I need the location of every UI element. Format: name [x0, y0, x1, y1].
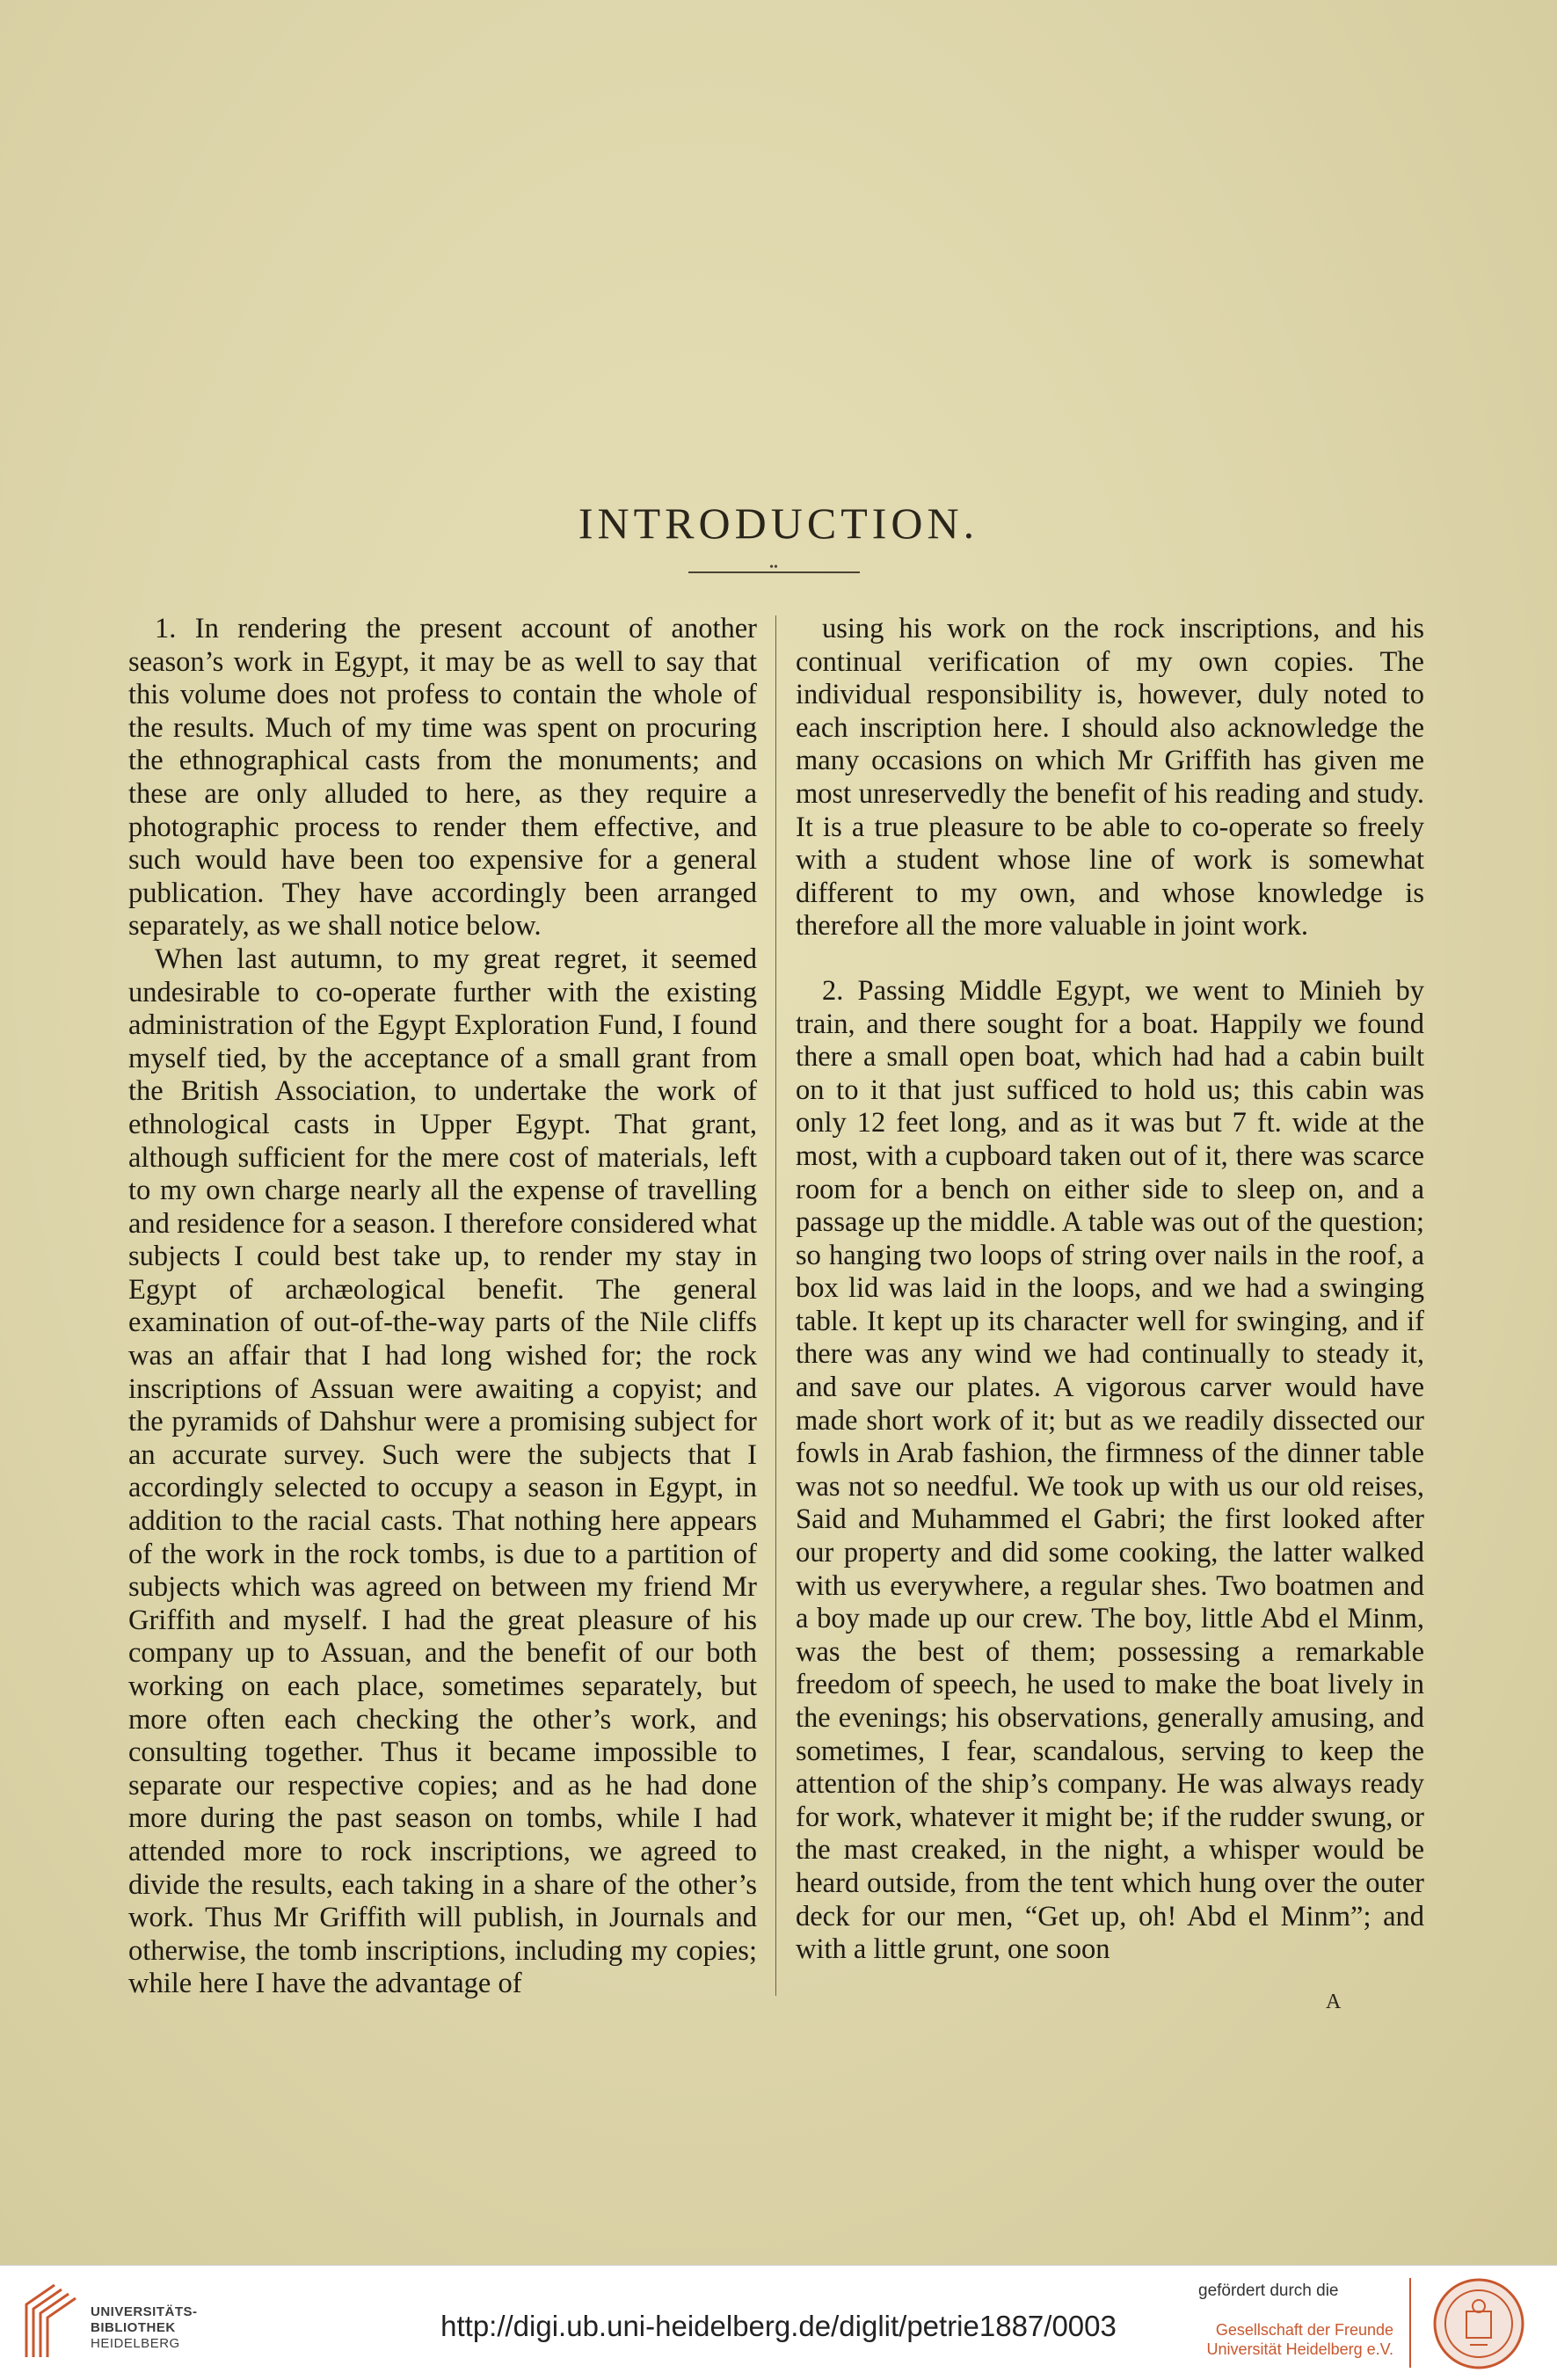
- paragraph: When last autumn, to my great regret, it seemed undesirable to co-operate further with the existing administration of the Egypt Exploration Fund, I found myself tied, by the acceptance of a small grant from the British Association, to undertake the work of ethnological casts in Upper Egypt. That grant, although sufficient for the mere cost of materials, left to my own charge nearly all the expense of travelling and residence for a season. I therefore considered what subjects I could best take up, to render my stay in Egypt of archæological benefit. The general examination of out-of-the-way parts of the Nile cliffs was an affair that I had long wished for; the rock inscriptions of Assuan were awaiting a copyist; and the pyramids of Dahshur were a promising subject for an accurate survey. Such were the subjects that I accordingly selected to occupy a season in Egypt, in addition to the racial casts. That nothing here appears of the work in the rock tombs, is due to a partition of subjects which was agreed on between my friend Mr Griffith and myself. I had the great pleasure of his company up to Assuan, and the benefit of our both working on each place, sometimes separately, but more often each checking the other’s work, and consulting together. Thus it became impossible to separate our respective copies; and as he had done more during the past season on tombs, while I had attended more to rock inscriptions, we agreed to divide the results, each taking in a share of the other’s work. Thus Mr Griffith will publish, in Journals and otherwise, the tomb inscriptions, including my copies; while here I have the advantage of: [128, 943, 757, 2000]
- page-title: INTRODUCTION.: [578, 498, 979, 548]
- footer-divider: [1409, 2278, 1411, 2368]
- library-name-line: HEIDELBERG: [91, 2336, 180, 2351]
- library-name-line: UNIVERSITÄTS-: [91, 2304, 198, 2319]
- sponsor-name-line: Universität Heidelberg e.V.: [1206, 2340, 1393, 2358]
- sponsor-intro: gefördert durch die: [1198, 2282, 1339, 2300]
- permalink-url[interactable]: http://digi.ub.uni-heidelberg.de/diglit/petrie1887/0003: [440, 2310, 1117, 2342]
- signature-mark: A: [1326, 1991, 1342, 2013]
- sponsor-name: [1178, 2320, 1393, 2359]
- paragraph: 1. In rendering the present account of another season’s work in Egypt, it may be as well to say that this volume does not profess to contain the whole of the results. Much of my time was spent on procuring the ethnographical casts from the monuments; and these are only alluded to here, as they require a photographic process to render them effective, and such would have been too expensive for a general publication. They have accordingly been arranged separately, as we shall notice below.: [128, 613, 757, 943]
- paragraph: using his work on the rock inscriptions, and his continual verification of my own copies. The individual responsibility is, however, duly noted to each inscription here. I should also acknowledge the many occasions on which Mr Griffith has given me most unreservedly the benefit of his reading and study. It is a true pleasure to be able to co-operate so freely with a student whose line of work is somewhat different to my own, and whose knowledge is therefore all the more valuable in joint work.: [796, 613, 1424, 943]
- library-name-line: BIBLIOTHEK: [91, 2320, 176, 2335]
- right-column: [796, 613, 1424, 1967]
- ornament-mark: ••: [769, 561, 778, 574]
- column-divider: [775, 615, 776, 1996]
- paragraph: 2. Passing Middle Egypt, we went to Minieh by train, and there sought for a boat. Happily we found there a small open boat, which had had a cabin built on to it that just sufficed to hold us; this cabin was only 12 feet long, and as it was but 7 ft. wide at the most, with a cupboard taken out of it, there was scarce room for a bench on either side to sleep on, and a passage up the middle. A table was out of the question; so hanging two loops of string over nails in the roof, a box lid was laid in the loops, and we had a swinging table. It kept up its character well for swinging, and if there was any wind we had continually to steady it, and save our plates. A vigorous carver would have made short work of it; but as we readily dissected our fowls in Arab fashion, the firmness of the dinner table was not so needful. We took up with us our old reises, Said and Muhammed el Gabri; the first looked after our property and did some cooking, the latter walked with us everywhere, a regular shes. Two boatmen and a boy made up our crew. The boy, little Abd el Minm, was the best of them; possessing a remarkable freedom of speech, he used to make the boat lively in the evenings; his observations, generally amusing, and sometimes, I fear, scandalous, serving to keep the attention of the ship’s company. He was always ready for work, whatever it might be; if the rudder swung, or the mast creaked, in the night, a whisper would be heard outside, from the tent which hung over the outer deck for our men, “Get up, oh! Abd el Minm”; and with a little grunt, one soon: [796, 974, 1424, 1966]
- sponsor-name-line: Gesellschaft der Freunde: [1215, 2321, 1393, 2339]
- title-ornament: [688, 561, 860, 575]
- left-column: [128, 613, 757, 2001]
- footer-bar: [0, 2265, 1557, 2380]
- university-seal-icon: [1431, 2276, 1526, 2371]
